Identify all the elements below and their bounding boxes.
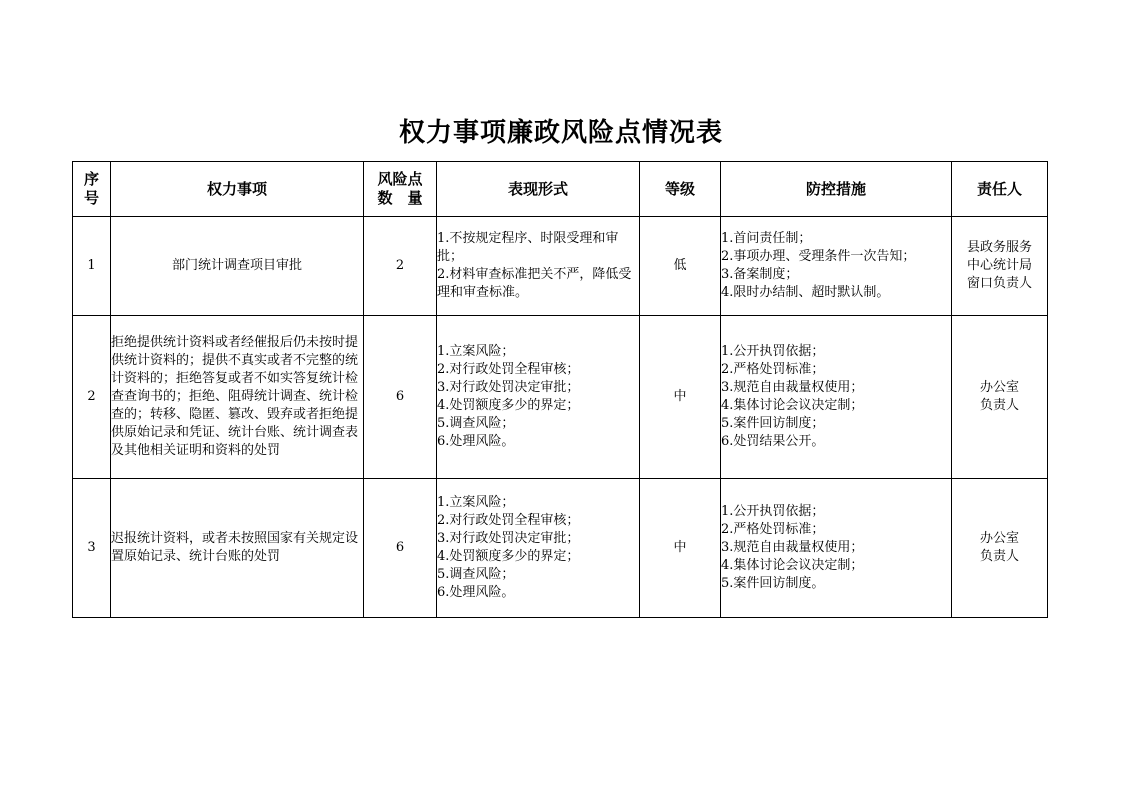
row-count: 6	[364, 316, 437, 479]
form-item: 3.对行政处罚决定审批；	[437, 380, 580, 395]
responsible-line: 县政务服务	[966, 240, 1032, 255]
row-level: 低	[640, 217, 721, 316]
measure-item: 2.严格处罚标准；	[721, 362, 825, 377]
row-responsible	[952, 217, 1048, 316]
row-matter: 迟报统计资料，或者未按照国家有关规定设置原始记录、统计台账的处罚	[111, 479, 364, 618]
row-responsible	[952, 316, 1048, 479]
risk-table	[72, 161, 1048, 618]
header-count-line: 数 量	[377, 189, 423, 207]
measure-item: 3.备案制度；	[721, 267, 799, 282]
form-item: 2.对行政处罚全程审核；	[437, 362, 580, 377]
table-row	[73, 217, 1048, 316]
header-level: 等级	[640, 162, 721, 217]
table-row	[73, 479, 1048, 618]
form-item: 1.不按规定程序、时限受理和审批；	[437, 231, 619, 264]
form-item: 2.材料审查标准把关不严，降低受理和审查标准。	[437, 267, 632, 300]
row-seq: 3	[73, 479, 111, 618]
row-forms	[437, 217, 640, 316]
measure-item: 3.规范自由裁量权使用；	[721, 540, 864, 555]
row-measures	[721, 479, 952, 618]
row-level: 中	[640, 316, 721, 479]
responsible-line: 中心统计局	[966, 258, 1032, 273]
form-item: 1.立案风险；	[437, 495, 515, 510]
measure-item: 5.案件回访制度；	[721, 416, 825, 431]
header-matter: 权力事项	[111, 162, 364, 217]
row-seq: 2	[73, 316, 111, 479]
responsible-line: 办公室	[979, 531, 1019, 546]
measure-item: 2.事项办理、受理条件一次告知；	[721, 249, 916, 264]
header-seq	[73, 162, 111, 217]
row-forms	[437, 479, 640, 618]
form-item: 1.立案风险；	[437, 344, 515, 359]
header-seq-line: 号	[83, 189, 99, 207]
header-row	[73, 162, 1048, 217]
row-count: 6	[364, 479, 437, 618]
measure-item: 2.严格处罚标准；	[721, 522, 825, 537]
table-row	[73, 316, 1048, 479]
form-item: 3.对行政处罚决定审批；	[437, 531, 580, 546]
measure-item: 4.集体讨论会议决定制；	[721, 398, 864, 413]
measure-item: 5.案件回访制度。	[721, 576, 825, 591]
page-title: 权力事项廉政风险点情况表	[398, 118, 723, 148]
responsible-line: 负责人	[979, 549, 1019, 564]
form-item: 5.调查风险；	[437, 416, 515, 431]
row-seq: 1	[73, 217, 111, 316]
header-count-line: 风险点	[377, 170, 423, 188]
measure-item: 1.公开执罚依据；	[721, 504, 825, 519]
form-item: 5.调查风险；	[437, 567, 515, 582]
row-measures	[721, 316, 952, 479]
responsible-line: 窗口负责人	[966, 276, 1032, 291]
header-seq-line: 序	[83, 170, 99, 188]
header-count	[364, 162, 437, 217]
responsible-line: 办公室	[979, 380, 1019, 395]
measure-item: 4.限时办结制、超时默认制。	[721, 285, 890, 300]
header-forms: 表现形式	[437, 162, 640, 217]
form-item: 4.处罚额度多少的界定；	[437, 398, 580, 413]
measure-item: 1.公开执罚依据；	[721, 344, 825, 359]
form-item: 6.处理风险。	[437, 434, 515, 449]
form-item: 4.处罚额度多少的界定；	[437, 549, 580, 564]
measure-item: 4.集体讨论会议决定制；	[721, 558, 864, 573]
row-matter: 拒绝提供统计资料或者经催报后仍未按时提供统计资料的；提供不真实或者不完整的统计资料的；拒绝答复或者不如实答复统计检查查询书的；拒绝、阻碍统计调查、统计检查的；转移、隐匿、篡改、毁弃或者拒绝提供原始记录和凭证、统计台账、统计调查表及其他相关证明和资料的处罚	[111, 316, 364, 479]
row-matter: 部门统计调查项目审批	[111, 217, 364, 316]
form-item: 2.对行政处罚全程审核；	[437, 513, 580, 528]
responsible-line: 负责人	[979, 398, 1019, 413]
row-count: 2	[364, 217, 437, 316]
measure-item: 1.首问责任制；	[721, 231, 812, 246]
measure-item: 6.处罚结果公开。	[721, 434, 825, 449]
row-measures	[721, 217, 952, 316]
row-responsible	[952, 479, 1048, 618]
form-item: 6.处理风险。	[437, 585, 515, 600]
header-measures: 防控措施	[721, 162, 952, 217]
row-level: 中	[640, 479, 721, 618]
header-responsible: 责任人	[952, 162, 1048, 217]
row-forms	[437, 316, 640, 479]
measure-item: 3.规范自由裁量权使用；	[721, 380, 864, 395]
